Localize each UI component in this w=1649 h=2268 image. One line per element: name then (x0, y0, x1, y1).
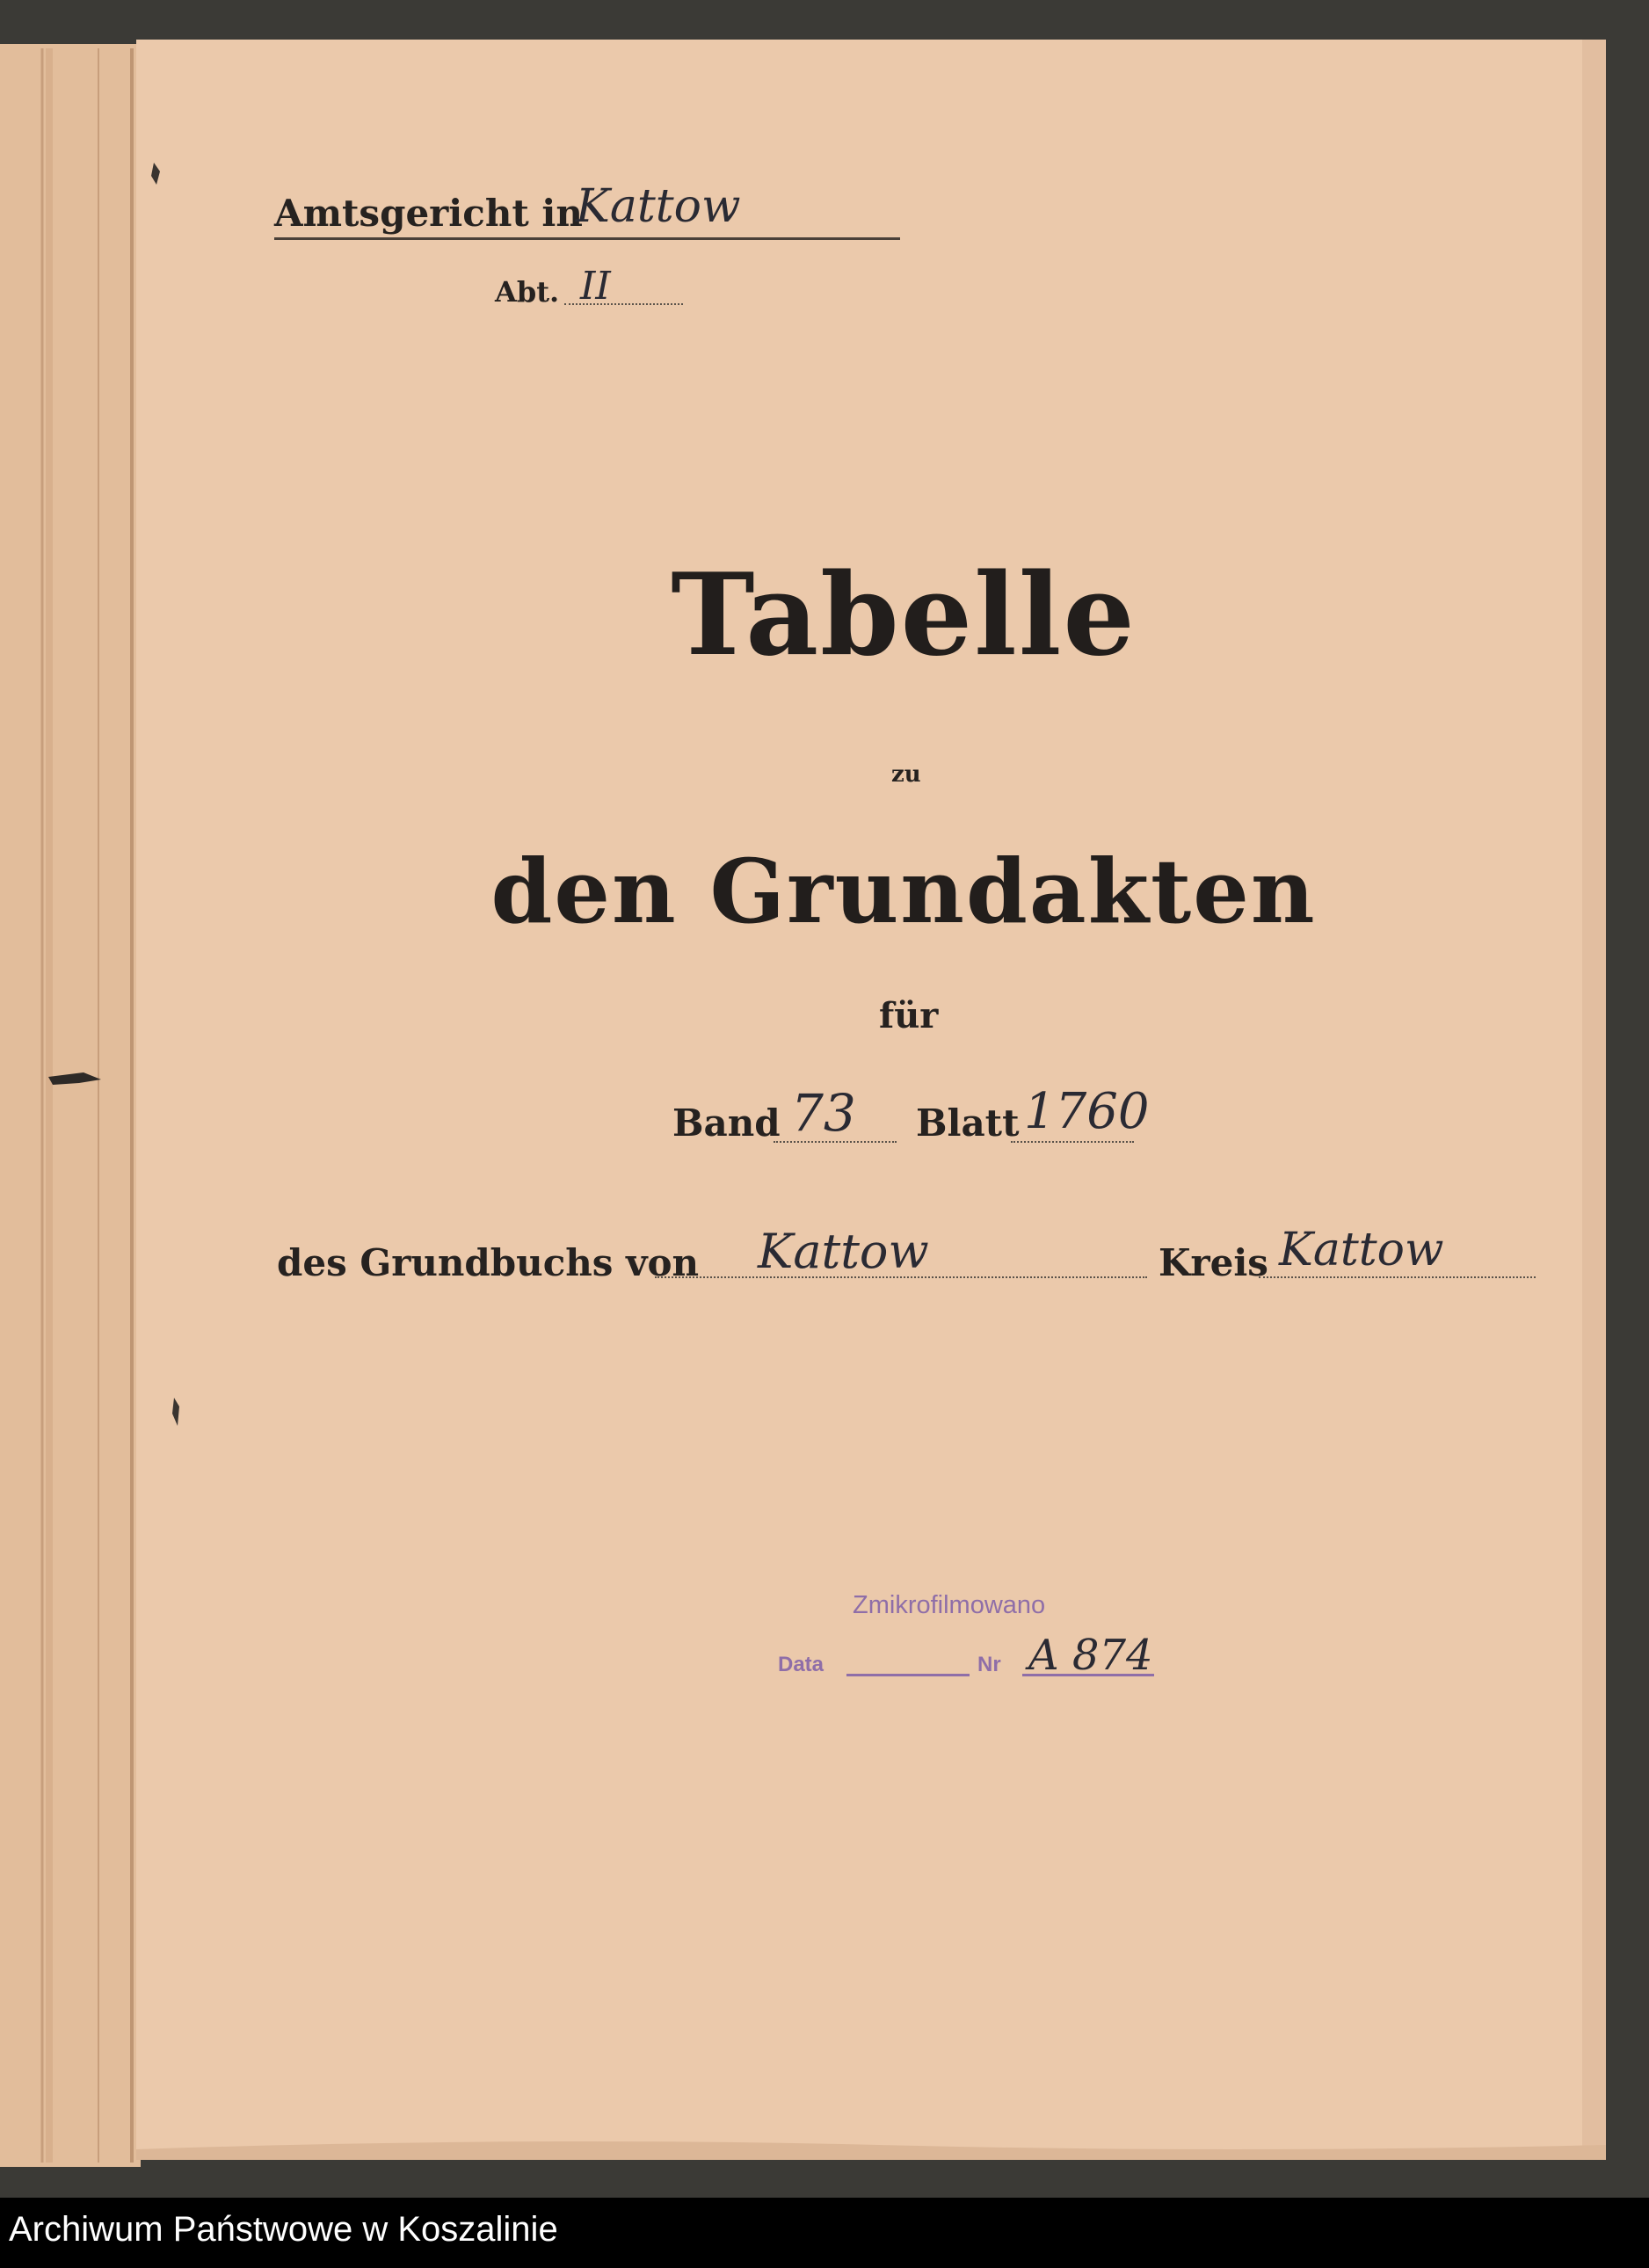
archive-footer (0, 2198, 1649, 2268)
dept-underline (564, 303, 683, 305)
stamp-nr-label: Nr (977, 1653, 1001, 1676)
grundbuch-underline (655, 1276, 1147, 1278)
stamp-heading: Zmikrofilmowano (853, 1591, 1046, 1619)
document-page (136, 40, 1606, 2160)
band-value: 73 (791, 1083, 856, 1143)
court-underline (274, 237, 900, 240)
court-label: Amtsgericht in (274, 192, 583, 235)
title-zu: zu (891, 761, 921, 788)
document-subtitle: den Grundakten (490, 840, 1317, 943)
dept-label: Abt. (495, 275, 560, 309)
title-fuer: für (879, 995, 939, 1036)
blatt-label: Blatt (916, 1101, 1020, 1145)
kreis-underline (1259, 1276, 1536, 1278)
band-label: Band (672, 1101, 781, 1145)
archive-name: Archiwum Państwowe w Koszalinie (9, 2210, 558, 2249)
kreis-value: Kattow (1279, 1224, 1444, 1276)
stamp-data-label: Data (778, 1653, 824, 1676)
court-value: Kattow (576, 180, 741, 233)
blatt-underline (1011, 1141, 1134, 1143)
grundbuch-value: Kattow (758, 1224, 929, 1279)
dept-value: II (580, 264, 611, 309)
kreis-label: Kreis (1159, 1241, 1268, 1284)
stamp-nr-value: A 874 (1028, 1631, 1153, 1680)
grundbuch-label: des Grundbuchs von (277, 1241, 700, 1284)
stamp-nr-line (1022, 1674, 1154, 1676)
document-title: Tabelle (671, 549, 1137, 681)
blatt-value: 1760 (1024, 1083, 1150, 1140)
stamp-data-line (846, 1674, 970, 1676)
folder-spine (0, 44, 141, 2167)
band-underline (774, 1141, 897, 1143)
